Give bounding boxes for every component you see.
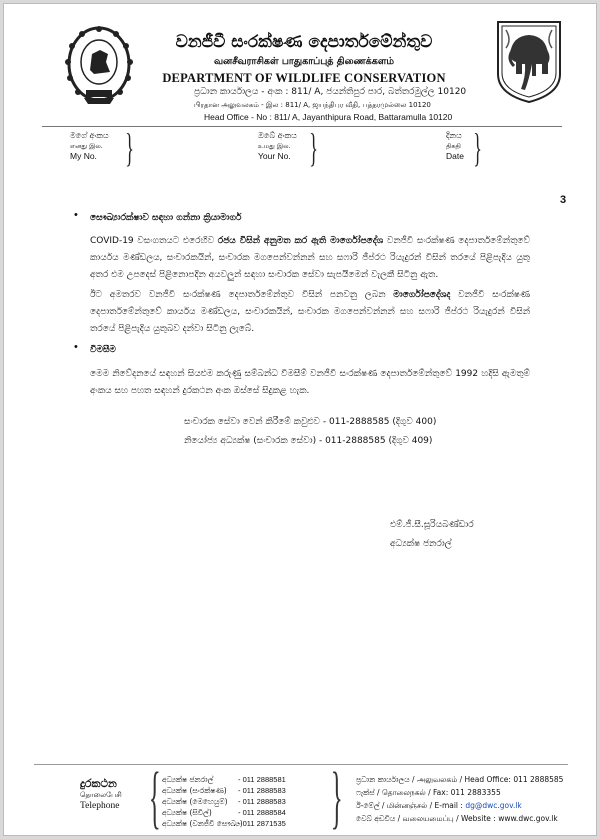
letter-page bbox=[3, 3, 597, 836]
phone-number: - 011 2888583 bbox=[238, 797, 286, 806]
address-tamil: பிரதான அலுவலகம் - இல : 811/ A, ஜயந்திபுர வீதி, பத்தரமுல்லை 10120 bbox=[194, 101, 431, 109]
address-sinhala: ප්‍රධාන කාර්යාලය - අංක : 811/ A, ජයන්තිපුර පාර, බත්තරමුල්ල 10120 bbox=[194, 87, 467, 97]
email-link[interactable]: dg@dwc.gov.lk bbox=[465, 801, 522, 810]
paragraph-bold-text: මාර්ගෝපදේශද bbox=[393, 290, 451, 300]
head-office-phone: ප්‍රධාන කාර්යාලය / அலுவலகம் / Head Office: 011 2888585 bbox=[356, 775, 564, 784]
contact-number: - 011-2888585 (දිගුව 400) bbox=[322, 417, 437, 427]
brace-decoration: } bbox=[125, 125, 134, 170]
my-no-label-si: මගේ අංකය bbox=[70, 131, 109, 140]
signatory-title: අධ්‍යක්ෂ ජනරාල් bbox=[390, 539, 452, 549]
phone-label: අධ්‍යක්ෂ ජනරාල් bbox=[162, 775, 214, 784]
phone-row bbox=[162, 797, 332, 807]
date-field bbox=[446, 131, 464, 161]
paragraph-text: වනජීවී සංරක්ෂණ දෙපාර්තමේන්තුවේ කාර්යය මණ්ඩලය, සංචාරකයින්, සංචාරක මගපෙන්වන්නන් සහ සෆාරි ජීප්රථ රියැදුරන් විසින් තරයේ පිළිපැදිය යුතුබව දන්වා සිටිනු ලැබේ. bbox=[90, 290, 530, 334]
your-no-label-ta: உமது இல. bbox=[258, 142, 291, 150]
phone-number: - 011 2888584 bbox=[238, 808, 286, 817]
telephone-label-si: දුරකථන bbox=[80, 777, 117, 790]
website-link[interactable]: වෙබ් අඩවිය / வலையமைப்பு / Website : www.dwc.gov.lk bbox=[356, 814, 558, 823]
phone-row bbox=[162, 808, 332, 818]
signatory-name: එම්.ජී.සී.සූරියබණ්ඩාර bbox=[390, 520, 474, 530]
phone-label: අධ්‍යක්ෂ (වනජීවී සෞඛ්‍ය) bbox=[162, 819, 243, 828]
header-divider bbox=[42, 126, 562, 127]
my-no-label-ta: எனது இல. bbox=[70, 142, 103, 150]
your-no-field bbox=[258, 131, 297, 161]
phone-label: අධ්‍යක්ෂ (සිවිල්) bbox=[162, 808, 212, 817]
contact-label: නියෝජ්‍ය අධ්‍යක්ෂ (සංචාරක සේවා) bbox=[184, 436, 317, 446]
paragraph-text: වනජීවී සංරක්ෂණ දෙපාර්තමේන්තුවේ කාර්යය මණ්ඩලය, සංචාරකයින්, සංචාරක මගපෙන්වන්නන් සහ සෆාරි ජීප්රථ රියැදුරන් විසින් තරයේ පිළිපැදිය යුතු අතර එම උපදෙස් පිළිනොපදින අයවලුන් සඳහා සංචාරක සේවා සැපයීමෙන් වැලකී සිටිනු ඇත. bbox=[90, 236, 530, 280]
elephant-emblem-icon bbox=[492, 18, 566, 104]
phone-row bbox=[162, 775, 332, 785]
fax-number: ෆැක්ස් / தொலைநகல் / Fax: 011 2883355 bbox=[356, 788, 501, 797]
paragraph-text: COVID-19 වසංගතයට එරෙහිව bbox=[90, 236, 218, 246]
section-heading-health: සෞඛ්‍යාරක්ෂාව සඳහා ගන්නා ක්‍රියාමාර්ග bbox=[90, 213, 242, 223]
phone-number: - 011 2888581 bbox=[238, 775, 286, 784]
phone-label: අධ්‍යක්ෂ (සංරක්ෂණ) bbox=[162, 786, 227, 795]
phone-row bbox=[162, 819, 332, 829]
contact-label: සංචාරක සේවා වෙන් කිරීමේ කවුළුව bbox=[184, 417, 321, 427]
title-tamil: வனசீவராசிகள் பாதுகாப்புத் திணைக்களம் bbox=[213, 56, 395, 67]
contact-number: - 011-2888585 (දිගුව 409) bbox=[318, 436, 433, 446]
paragraph-inquiries: මෙම නිවේදනයේ සඳහන් සියළුම කරුණු සම්බන්ධ විමසීම් වනජීවී සංරක්ෂණ දෙපාර්තමේන්තුවේ 1992 හදිසි ඇමතුම් අංකය සහ පහත සඳහන් දුරකථන අංක ඔස්සේ සිදුකළ හැක. bbox=[90, 369, 530, 396]
your-no-label-en: Your No. bbox=[258, 151, 291, 161]
brace-decoration: } bbox=[473, 125, 482, 170]
address-english: Head Office - No : 811/ A, Jayanthipura Road, Battaramulla 10120 bbox=[204, 112, 453, 122]
footer-divider bbox=[34, 764, 568, 765]
bullet-icon: • bbox=[74, 209, 78, 221]
title-english: DEPARTMENT OF WILDLIFE CONSERVATION bbox=[162, 71, 446, 85]
phone-row bbox=[162, 786, 332, 796]
email-label: ඊ-මේල් / மின்னஞ்சல் / E-mail : bbox=[356, 801, 466, 810]
my-no-field bbox=[70, 131, 109, 161]
your-no-label-si: ඔබේ අංකය bbox=[258, 131, 297, 140]
telephone-label-en: Telephone bbox=[80, 801, 120, 811]
brace-decoration: } bbox=[309, 125, 318, 170]
telephone-label-ta: தொலைபேசி bbox=[80, 791, 122, 799]
contact-line bbox=[184, 417, 436, 427]
brace-decoration: { bbox=[148, 759, 161, 836]
section-heading-inquiries: විමසීම bbox=[90, 345, 116, 355]
bullet-icon: • bbox=[74, 341, 78, 353]
title-sinhala: වනජීවී සංරක්ෂණ දෙපාර්තමේන්තුව bbox=[175, 32, 433, 52]
date-label-ta: திகதி bbox=[446, 142, 461, 150]
sri-lanka-emblem-icon bbox=[64, 24, 134, 108]
phone-number: - 011 2871535 bbox=[238, 819, 286, 828]
paragraph-text: ඊට අමතරව වනජීවී සංරක්ෂණ දෙපාර්තමේන්තුව විසින් පනවනු ලබන bbox=[90, 290, 394, 300]
contact-line bbox=[184, 436, 432, 446]
paragraph-dwc-guidelines bbox=[90, 287, 530, 338]
paragraph-guidelines bbox=[90, 233, 530, 284]
brace-decoration: } bbox=[330, 759, 343, 836]
date-label-si: දිනය bbox=[446, 131, 462, 140]
phone-number: - 011 2888583 bbox=[238, 786, 286, 795]
page-number: 3 bbox=[560, 194, 567, 206]
paragraph-bold-text: රජය විසින් අනුමත කර ඇති මාර්ගෝපදේශ bbox=[217, 236, 384, 246]
my-no-label-en: My No. bbox=[70, 151, 97, 161]
date-label-en: Date bbox=[446, 151, 464, 161]
phone-label: අධ්‍යක්ෂ (මෙහෙයුම්) bbox=[162, 797, 228, 806]
email-line bbox=[356, 801, 522, 811]
